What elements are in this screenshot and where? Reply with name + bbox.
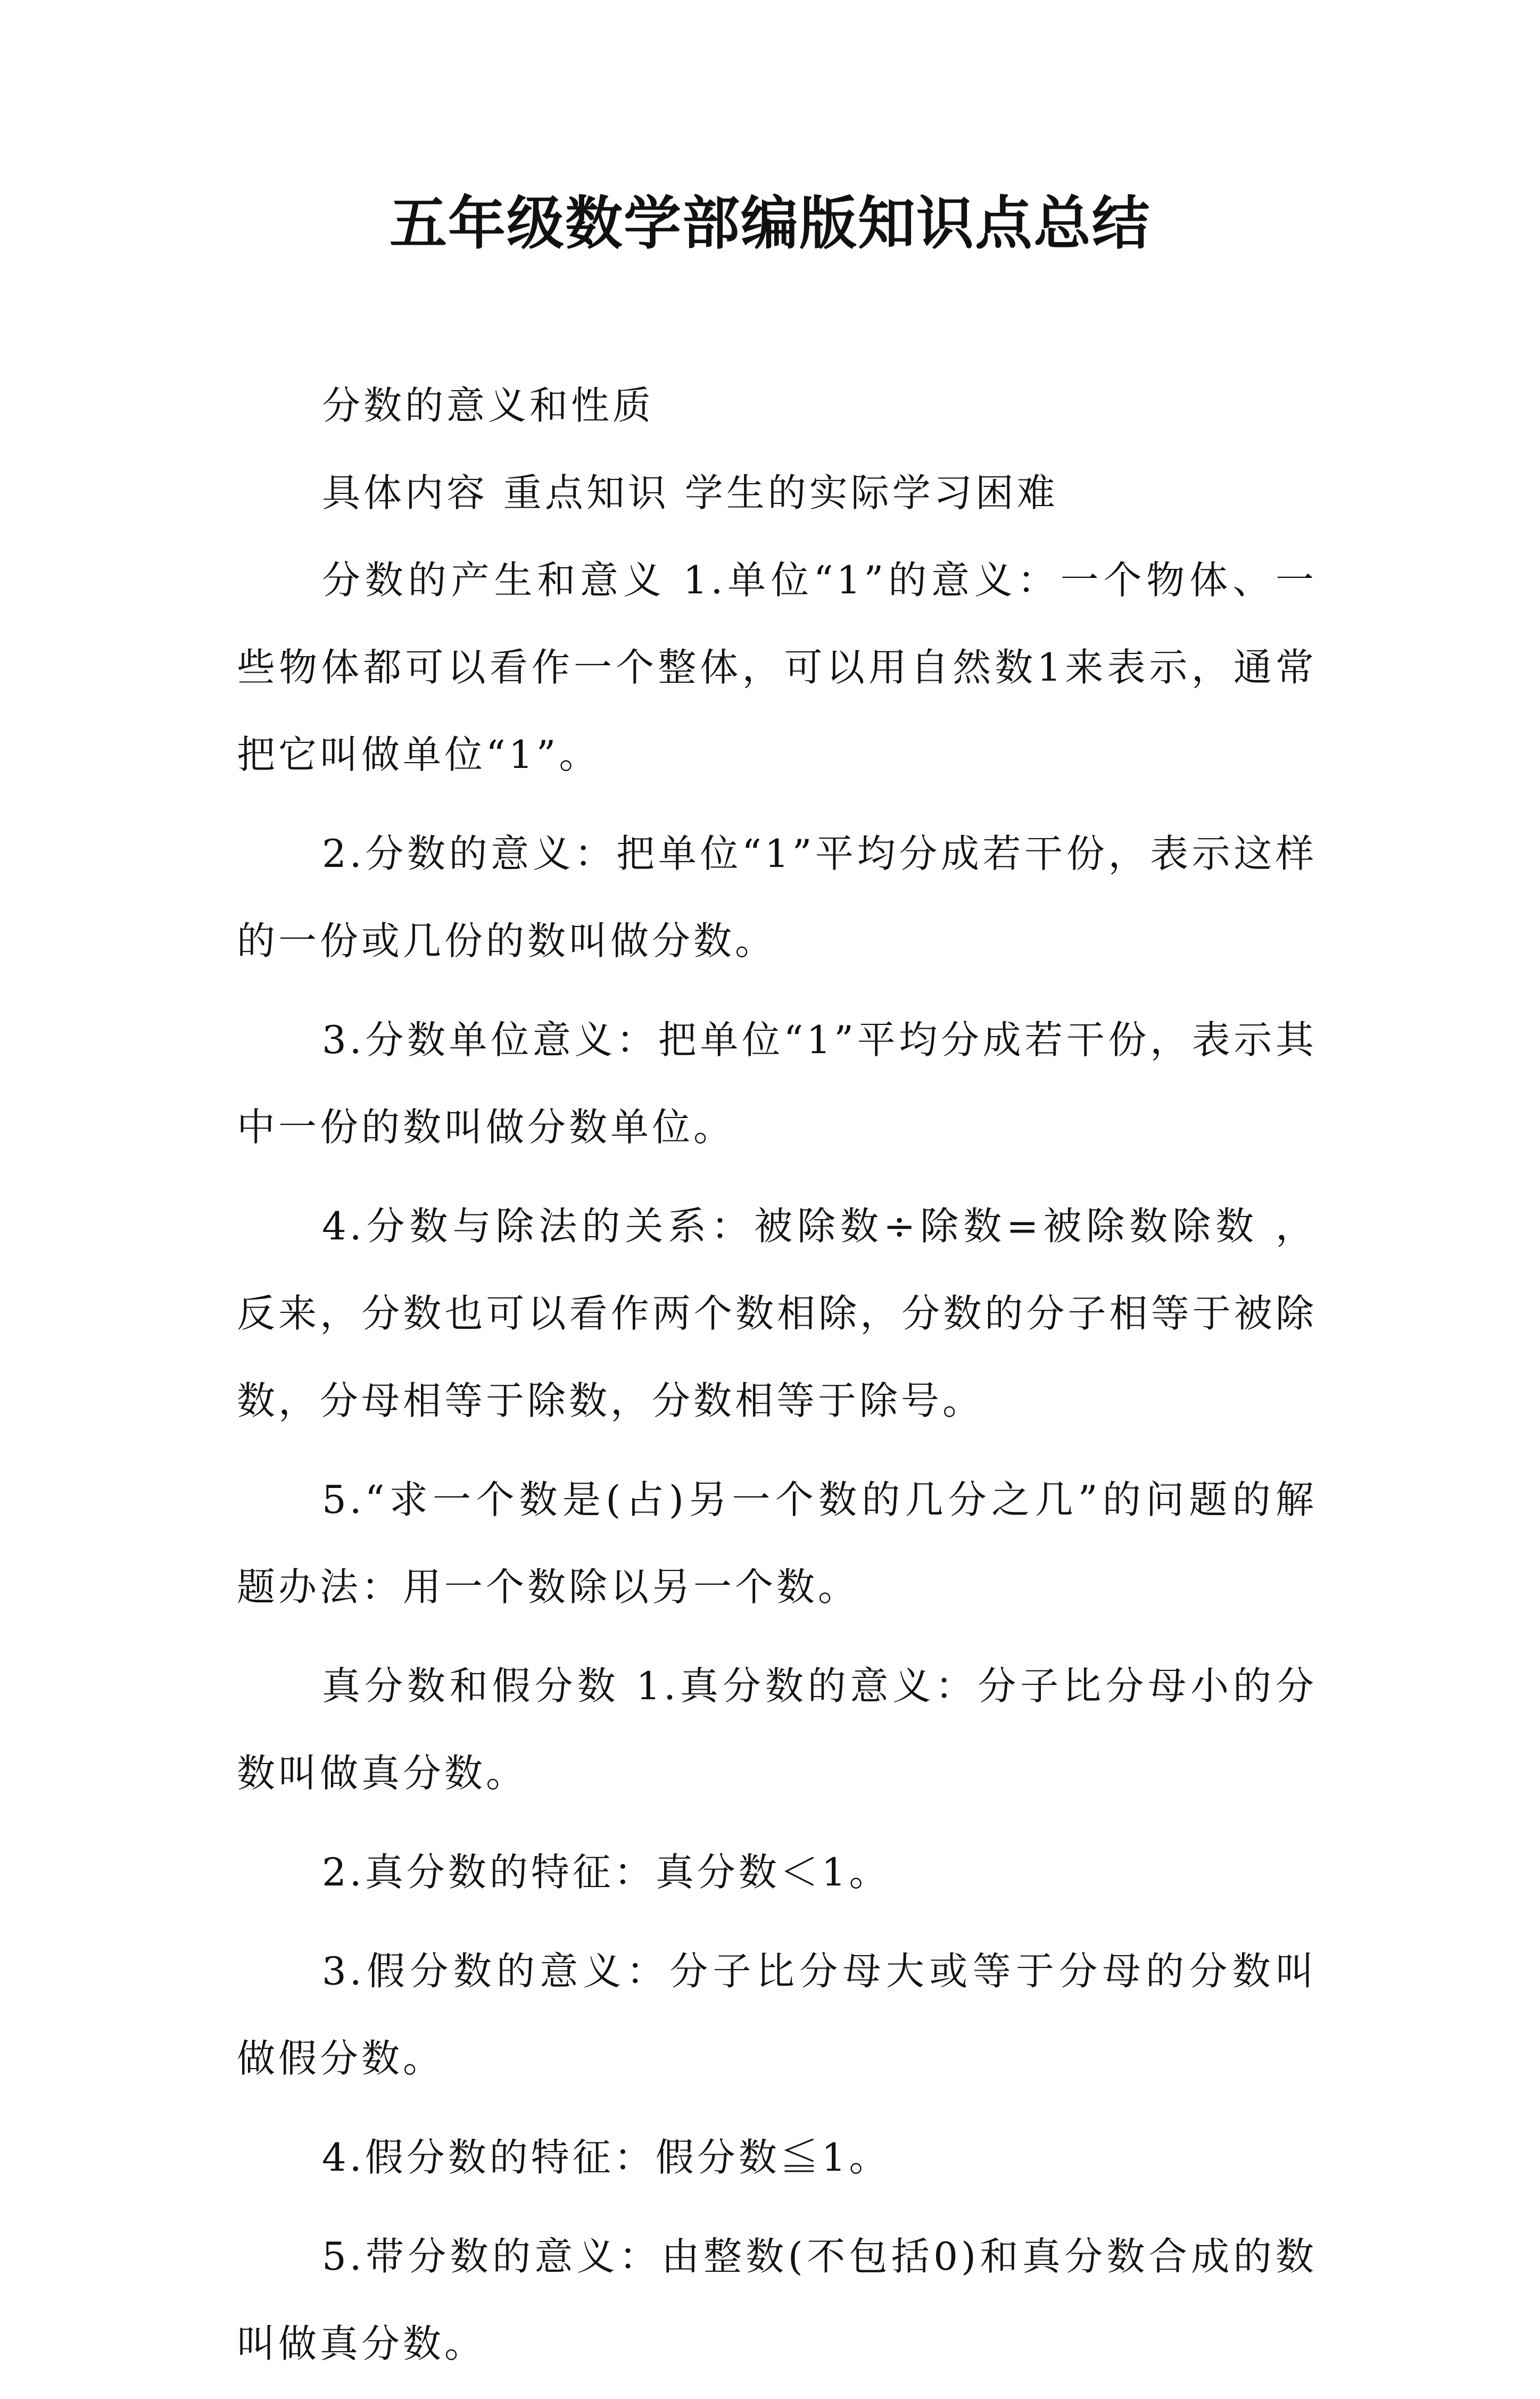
document-body — [237, 362, 1317, 2399]
section-heading: 分数的意义和性质 — [322, 383, 655, 428]
document-title: 五年级数学部编版知识点总结 — [389, 190, 1150, 257]
table-header-line: 具体内容 重点知识 学生的实际学习困难 — [322, 470, 1058, 515]
paragraph: 5.“求一个数是(占)另一个数的几分之几”的问题的解题办法：用一个数除以另一个数。 — [237, 1477, 1317, 1609]
paragraph: 3.分数单位意义：把单位“1”平均分成若干份，表示其中一份的数叫做分数单位。 — [237, 1017, 1317, 1149]
paragraph: 分数的产生和意义 1.单位“1”的意义：一个物体、一些物体都可以看作一个整体，可以用自然数1来表示，通常把它叫做单位“1”。 — [237, 558, 1317, 777]
paragraph: 3.假分数的意义：分子比分母大或等于分母的分数叫做假分数。 — [237, 1949, 1317, 2081]
paragraph: 4.假分数的特征：假分数≦1。 — [322, 2135, 891, 2180]
paragraph: 2.真分数的特征：真分数＜1。 — [322, 1850, 891, 1895]
paragraph: 2.分数的意义：把单位“1”平均分成若干份，表示这样的一份或几份的数叫做分数。 — [237, 831, 1317, 963]
paragraph: 真分数和假分数 1.真分数的意义：分子比分母小的分数叫做真分数。 — [237, 1664, 1317, 1796]
paragraph: 5.带分数的意义：由整数(不包括0)和真分数合成的数叫做真分数。 — [237, 2234, 1317, 2366]
paragraph: 4.分数与除法的关系：被除数÷除数=被除数除数 ，反来，分数也可以看作两个数相除，分数的分子相等于被除数，分母相等于除数，分数相等于除号。 — [237, 1204, 1317, 1423]
